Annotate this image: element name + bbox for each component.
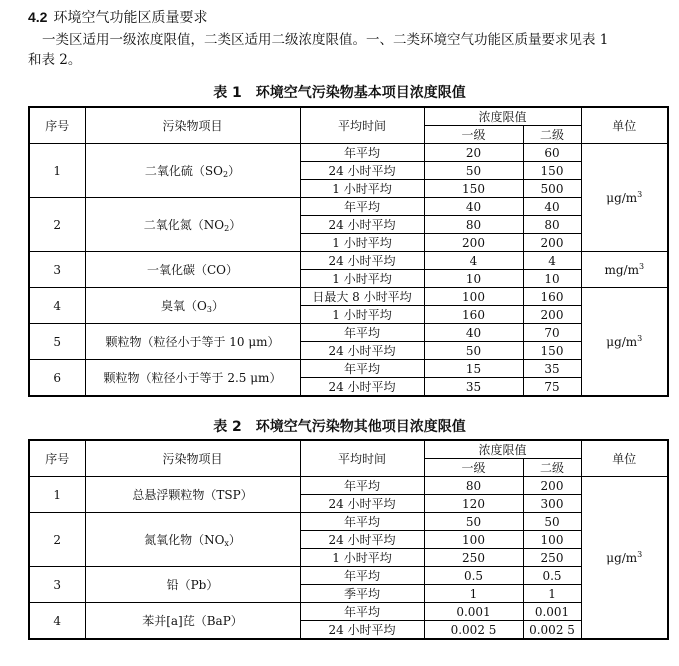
grade2-value: 4 xyxy=(523,252,581,270)
pollutant-name xyxy=(85,252,300,288)
pollutant-name-text: 二氧化硫（SO xyxy=(144,164,223,178)
header-grade1: 一级 xyxy=(424,459,523,477)
pollutant-name-suffix: ） xyxy=(229,218,242,232)
table-row xyxy=(29,567,668,585)
pollutant-name xyxy=(85,567,300,603)
period-cell: 1 小时平均 xyxy=(300,549,424,567)
grade2-value: 250 xyxy=(523,549,581,567)
period-cell: 季平均 xyxy=(300,585,424,603)
pollutant-name xyxy=(85,603,300,640)
period-cell: 年平均 xyxy=(300,513,424,531)
grade2-value: 100 xyxy=(523,531,581,549)
grade2-value: 60 xyxy=(523,144,581,162)
grade2-value: 70 xyxy=(523,324,581,342)
grade2-value: 0.002 5 xyxy=(523,621,581,640)
grade2-value: 75 xyxy=(523,378,581,397)
period-cell: 年平均 xyxy=(300,360,424,378)
header-limit: 浓度限值 xyxy=(424,107,581,126)
pollutant-name xyxy=(85,513,300,567)
grade2-value: 200 xyxy=(523,306,581,324)
paragraph-line-2: 和表 2。 xyxy=(28,52,82,68)
pollutant-name xyxy=(85,360,300,397)
period-cell: 24 小时平均 xyxy=(300,378,424,397)
pollutant-subscript: 2 xyxy=(224,224,230,233)
grade2-value: 50 xyxy=(523,513,581,531)
grade1-value: 40 xyxy=(424,324,523,342)
grade2-value: 160 xyxy=(523,288,581,306)
table-row xyxy=(29,324,668,342)
grade1-value: 35 xyxy=(424,378,523,397)
header-seq: 序号 xyxy=(29,440,85,477)
grade1-value: 4 xyxy=(424,252,523,270)
grade2-value: 10 xyxy=(523,270,581,288)
table1-caption: 表 1 环境空气污染物基本项目浓度限值 xyxy=(213,85,466,101)
header-limit: 浓度限值 xyxy=(424,440,581,459)
section-paragraph xyxy=(28,30,668,70)
pollutant-name-suffix: ） xyxy=(211,299,224,313)
grade1-value: 15 xyxy=(424,360,523,378)
grade2-value: 1 xyxy=(523,585,581,603)
grade2-value: 150 xyxy=(523,162,581,180)
seq-cell: 6 xyxy=(29,360,85,397)
grade2-value: 150 xyxy=(523,342,581,360)
table-row xyxy=(29,198,668,216)
unit-base: μg/m xyxy=(606,191,638,205)
unit-cell xyxy=(581,144,668,252)
header-pollutant: 污染物项目 xyxy=(85,440,300,477)
seq-cell: 1 xyxy=(29,477,85,513)
pollutant-name xyxy=(85,477,300,513)
period-cell: 24 小时平均 xyxy=(300,162,424,180)
unit-cell xyxy=(581,288,668,397)
grade1-value: 50 xyxy=(424,342,523,360)
header-grade1: 一级 xyxy=(424,126,523,144)
period-cell: 24 小时平均 xyxy=(300,252,424,270)
grade2-value: 40 xyxy=(523,198,581,216)
table-row xyxy=(29,144,668,162)
grade1-value: 100 xyxy=(424,288,523,306)
period-cell: 年平均 xyxy=(300,477,424,495)
grade2-value: 0.001 xyxy=(523,603,581,621)
unit-superscript: 3 xyxy=(637,334,643,343)
pollutant-name-text: 苯并[a]芘（BaP） xyxy=(142,614,243,628)
period-cell: 1 小时平均 xyxy=(300,180,424,198)
pollutant-name-text: 二氧化氮（NO xyxy=(143,218,225,232)
pollutant-name xyxy=(85,324,300,360)
table-row xyxy=(29,252,668,270)
grade1-value: 0.001 xyxy=(424,603,523,621)
grade2-value: 0.5 xyxy=(523,567,581,585)
table-row xyxy=(29,477,668,495)
table-row xyxy=(29,513,668,531)
section-number: 4.2 xyxy=(28,9,48,25)
table-row xyxy=(29,603,668,621)
period-cell: 24 小时平均 xyxy=(300,342,424,360)
period-cell: 年平均 xyxy=(300,198,424,216)
period-cell: 1 小时平均 xyxy=(300,234,424,252)
grade1-value: 100 xyxy=(424,531,523,549)
unit-base: mg/m xyxy=(604,263,639,277)
unit-superscript: 3 xyxy=(638,262,645,271)
grade2-value: 200 xyxy=(523,234,581,252)
grade1-value: 1 xyxy=(424,585,523,603)
pollutant-name-text: 一氧化碳（CO） xyxy=(146,263,239,277)
pollutant-subscript: x xyxy=(224,539,229,548)
period-cell: 年平均 xyxy=(300,567,424,585)
period-cell: 1 小时平均 xyxy=(300,306,424,324)
seq-cell: 2 xyxy=(29,198,85,252)
period-cell: 24 小时平均 xyxy=(300,216,424,234)
period-cell: 年平均 xyxy=(300,324,424,342)
header-period: 平均时间 xyxy=(300,440,424,477)
unit-cell xyxy=(581,252,668,288)
grade1-value: 50 xyxy=(424,513,523,531)
unit-cell xyxy=(581,477,668,640)
pollutant-subscript: 2 xyxy=(222,170,229,179)
pollutant-name-text: 臭氧（O xyxy=(161,299,207,313)
period-cell: 24 小时平均 xyxy=(300,495,424,513)
grade1-value: 40 xyxy=(424,198,523,216)
pollutant-name-suffix: ） xyxy=(228,164,241,178)
seq-cell: 4 xyxy=(29,288,85,324)
seq-cell: 2 xyxy=(29,513,85,567)
unit-superscript: 3 xyxy=(637,550,643,559)
table1 xyxy=(28,106,669,397)
pollutant-subscript: 3 xyxy=(206,305,212,314)
period-cell: 1 小时平均 xyxy=(300,270,424,288)
pollutant-name-text: 总悬浮颗粒物（TSP） xyxy=(132,488,253,502)
unit-superscript: 3 xyxy=(637,190,643,199)
period-cell: 24 小时平均 xyxy=(300,621,424,640)
header-grade2: 二级 xyxy=(523,126,581,144)
unit-base: μg/m xyxy=(606,551,638,565)
grade2-value: 200 xyxy=(523,477,581,495)
period-cell: 日最大 8 小时平均 xyxy=(300,288,424,306)
section-heading xyxy=(28,7,207,27)
grade1-value: 50 xyxy=(424,162,523,180)
grade1-value: 120 xyxy=(424,495,523,513)
grade2-value: 500 xyxy=(523,180,581,198)
period-cell: 24 小时平均 xyxy=(300,531,424,549)
header-period: 平均时间 xyxy=(300,107,424,144)
period-cell: 年平均 xyxy=(300,144,424,162)
pollutant-name-text: 颗粒物（粒径小于等于 10 μm） xyxy=(105,335,280,349)
grade1-value: 250 xyxy=(424,549,523,567)
grade1-value: 150 xyxy=(424,180,523,198)
pollutant-name xyxy=(85,144,300,198)
paragraph-line-1: 一类区适用一级浓度限值，二类区适用二级浓度限值。一、二类环境空气功能区质量要求见表 1 xyxy=(42,32,609,48)
header-pollutant: 污染物项目 xyxy=(85,107,300,144)
grade1-value: 80 xyxy=(424,216,523,234)
seq-cell: 4 xyxy=(29,603,85,640)
grade2-value: 300 xyxy=(523,495,581,513)
table2-caption: 表 2 环境空气污染物其他项目浓度限值 xyxy=(213,419,466,435)
section-title: 环境空气功能区质量要求 xyxy=(53,10,208,26)
table-row xyxy=(29,360,668,378)
header-unit: 单位 xyxy=(581,107,668,144)
pollutant-name xyxy=(85,198,300,252)
grade1-value: 200 xyxy=(424,234,523,252)
seq-cell: 3 xyxy=(29,252,85,288)
header-grade2: 二级 xyxy=(523,459,581,477)
pollutant-name-text: 氮氧化物（NO xyxy=(144,533,225,547)
grade1-value: 0.002 5 xyxy=(424,621,523,640)
grade2-value: 80 xyxy=(523,216,581,234)
grade1-value: 80 xyxy=(424,477,523,495)
pollutant-name-text: 颗粒物（粒径小于等于 2.5 μm） xyxy=(103,371,282,385)
pollutant-name xyxy=(85,288,300,324)
header-seq: 序号 xyxy=(29,107,85,144)
seq-cell: 1 xyxy=(29,144,85,198)
grade1-value: 10 xyxy=(424,270,523,288)
header-unit: 单位 xyxy=(581,440,668,477)
grade2-value: 35 xyxy=(523,360,581,378)
seq-cell: 3 xyxy=(29,567,85,603)
grade1-value: 20 xyxy=(424,144,523,162)
grade1-value: 160 xyxy=(424,306,523,324)
pollutant-name-suffix: ） xyxy=(228,533,241,547)
unit-base: μg/m xyxy=(606,335,638,349)
table-row xyxy=(29,288,668,306)
grade1-value: 0.5 xyxy=(424,567,523,585)
table2 xyxy=(28,439,669,640)
pollutant-name-text: 铅（Pb） xyxy=(166,578,219,592)
period-cell: 年平均 xyxy=(300,603,424,621)
seq-cell: 5 xyxy=(29,324,85,360)
